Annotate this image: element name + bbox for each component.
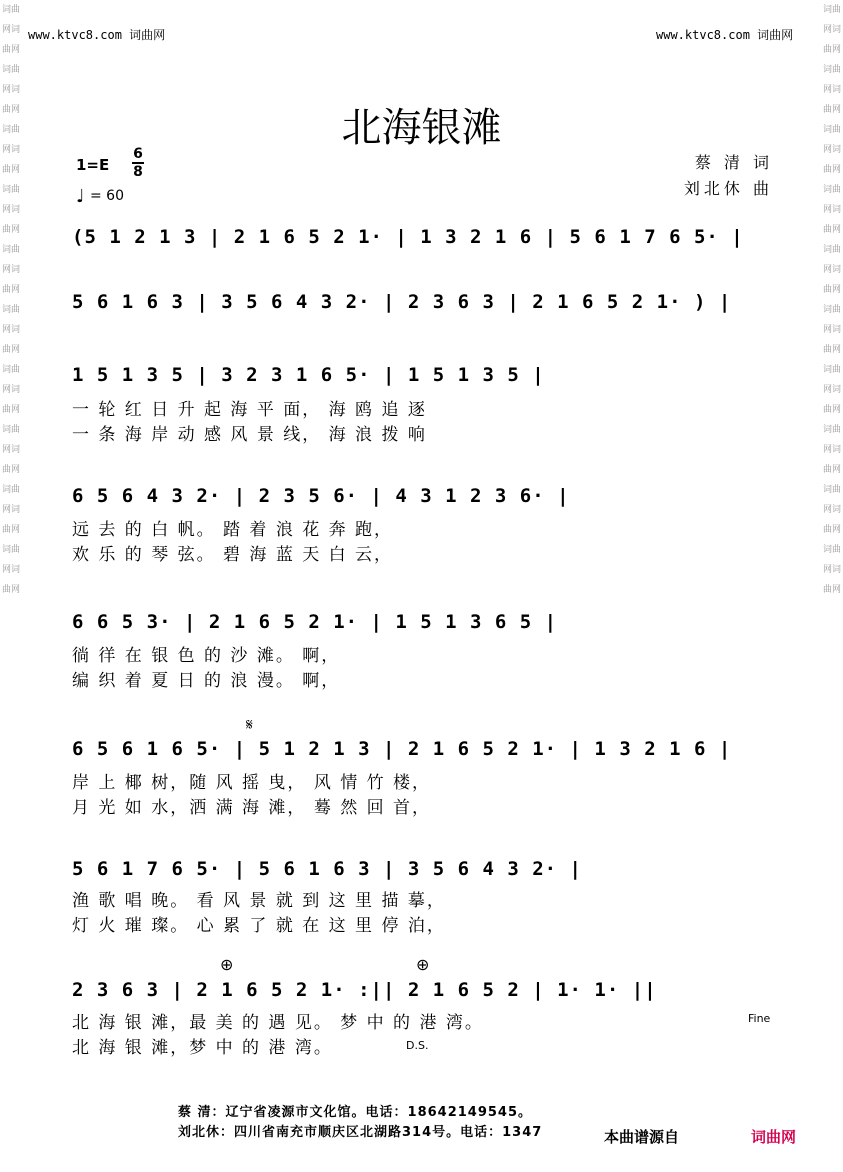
song-title: 北海银滩 [341,105,502,151]
left-watermark-strip: 词曲网词曲网词曲网词曲网词曲网词曲网词曲网词曲网词曲网词曲网词曲网词曲网词曲网词曲网词曲网词曲网词曲网词曲网词曲网词曲网 [2,5,20,595]
lyric-line-5a: 徜 徉 在 银 色 的 沙 滩。 啊， [72,646,341,666]
lyric-line-5b: 编 织 着 夏 日 的 浪 漫。 啊， [72,671,341,691]
quarter-note-icon: ♩ [76,186,85,207]
footer-contact-composer: 刘北休：四川省南充市顺庆区北湖路314号。电话：1347 [178,1125,543,1140]
row-notes: (5 1 2 1 3 | 2 1 6 5 2 1· | 1 3 2 1 6 | 5 6 1 7 6 5· | [72,226,744,248]
score-row-3 [72,364,772,396]
score-row-5 [72,611,772,643]
time-signature [132,146,144,180]
score-row-8 [72,979,772,1011]
row-notes: 5 6 1 7 6 5· | 5 6 1 6 3 | 3 5 6 4 3 2· | [72,858,582,880]
source-site-link[interactable]: 词曲网 [751,1128,797,1146]
lyricist-credit: 蔡 清 词 [694,153,773,172]
lyric-line-3b: 一 条 海 岸 动 感 风 景 线， 海 浪 拨 响 [72,425,427,445]
lyric-line-8b: 北 海 银 滩，梦 中 的 港 湾。 [72,1038,333,1058]
lyric-line-4a: 远 去 的 白 帆。 踏 着 浪 花 奔 跑， [72,520,394,540]
segno-icon: 𝄋 [246,715,253,734]
score-row-6 [72,738,772,770]
row-notes: 6 5 6 4 3 2· | 2 3 5 6· | 4 3 1 2 3 6· | [72,485,570,507]
footer-contact-lyricist: 蔡 清：辽宁省凌源市文化馆。电话：18642149545。 [178,1105,533,1120]
key-signature: 1=E [76,156,110,174]
row-notes: 5 6 1 6 3 | 3 5 6 4 3 2· | 2 3 6 3 | 2 1 6 5 2 1· ) | [72,291,732,313]
score-row-2 [72,291,772,323]
time-top: 6 [133,146,143,162]
score-row-1 [72,226,772,258]
row-notes: 6 6 5 3· | 2 1 6 5 2 1· | 1 5 1 3 6 5 | [72,611,558,633]
lyric-line-4b: 欢 乐 的 琴 弦。 碧 海 蓝 天 白 云， [72,545,394,565]
lyric-line-6a: 岸 上 椰 树，随 风 摇 曳， 风 情 竹 楼， [72,773,432,793]
tempo-mark: = 60 [90,188,124,204]
lyric-line-6b: 月 光 如 水，洒 满 海 滩， 蓦 然 回 首， [72,798,432,818]
composer-credit: 刘北休 曲 [683,179,773,198]
row-notes: 2 3 6 3 | 2 1 6 5 2 1· :|| 2 1 6 5 2 | 1· 1· || [72,979,657,1001]
fine-mark: Fine [748,1012,771,1025]
lyric-line-7a: 渔 歌 唱 晚。 看 风 景 就 到 这 里 描 摹， [72,891,446,911]
ds-mark: D.S. [406,1039,429,1052]
source-label: 本曲谱源自 [604,1128,680,1146]
lyric-line-3a: 一 轮 红 日 升 起 海 平 面， 海 鸥 追 逐 [72,400,427,420]
score-row-4 [72,485,772,517]
coda-icon-1: ⊕ [220,955,234,974]
header-right-url[interactable]: www.ktvc8.com 词曲网 [656,28,794,42]
header-left-url[interactable]: www.ktvc8.com 词曲网 [28,28,166,42]
row-notes: 1 5 1 3 5 | 3 2 3 1 6 5· | 1 5 1 3 5 | [72,364,545,386]
right-watermark-strip: 词曲网词曲网词曲网词曲网词曲网词曲网词曲网词曲网词曲网词曲网词曲网词曲网词曲网词曲网词曲网词曲网词曲网词曲网词曲网词曲网 [823,5,841,595]
row-notes: 6 5 6 1 6 5· | 5 1 2 1 3 | 2 1 6 5 2 1· | 1 3 2 1 6 | [72,738,732,760]
coda-icon-2: ⊕ [416,955,430,974]
time-bottom: 8 [133,164,143,180]
lyric-line-8a: 北 海 银 滩，最 美 的 遇 见。 梦 中 的 港 湾。 [72,1013,484,1033]
lyric-line-7b: 灯 火 璀 璨。 心 累 了 就 在 这 里 停 泊， [72,916,446,936]
